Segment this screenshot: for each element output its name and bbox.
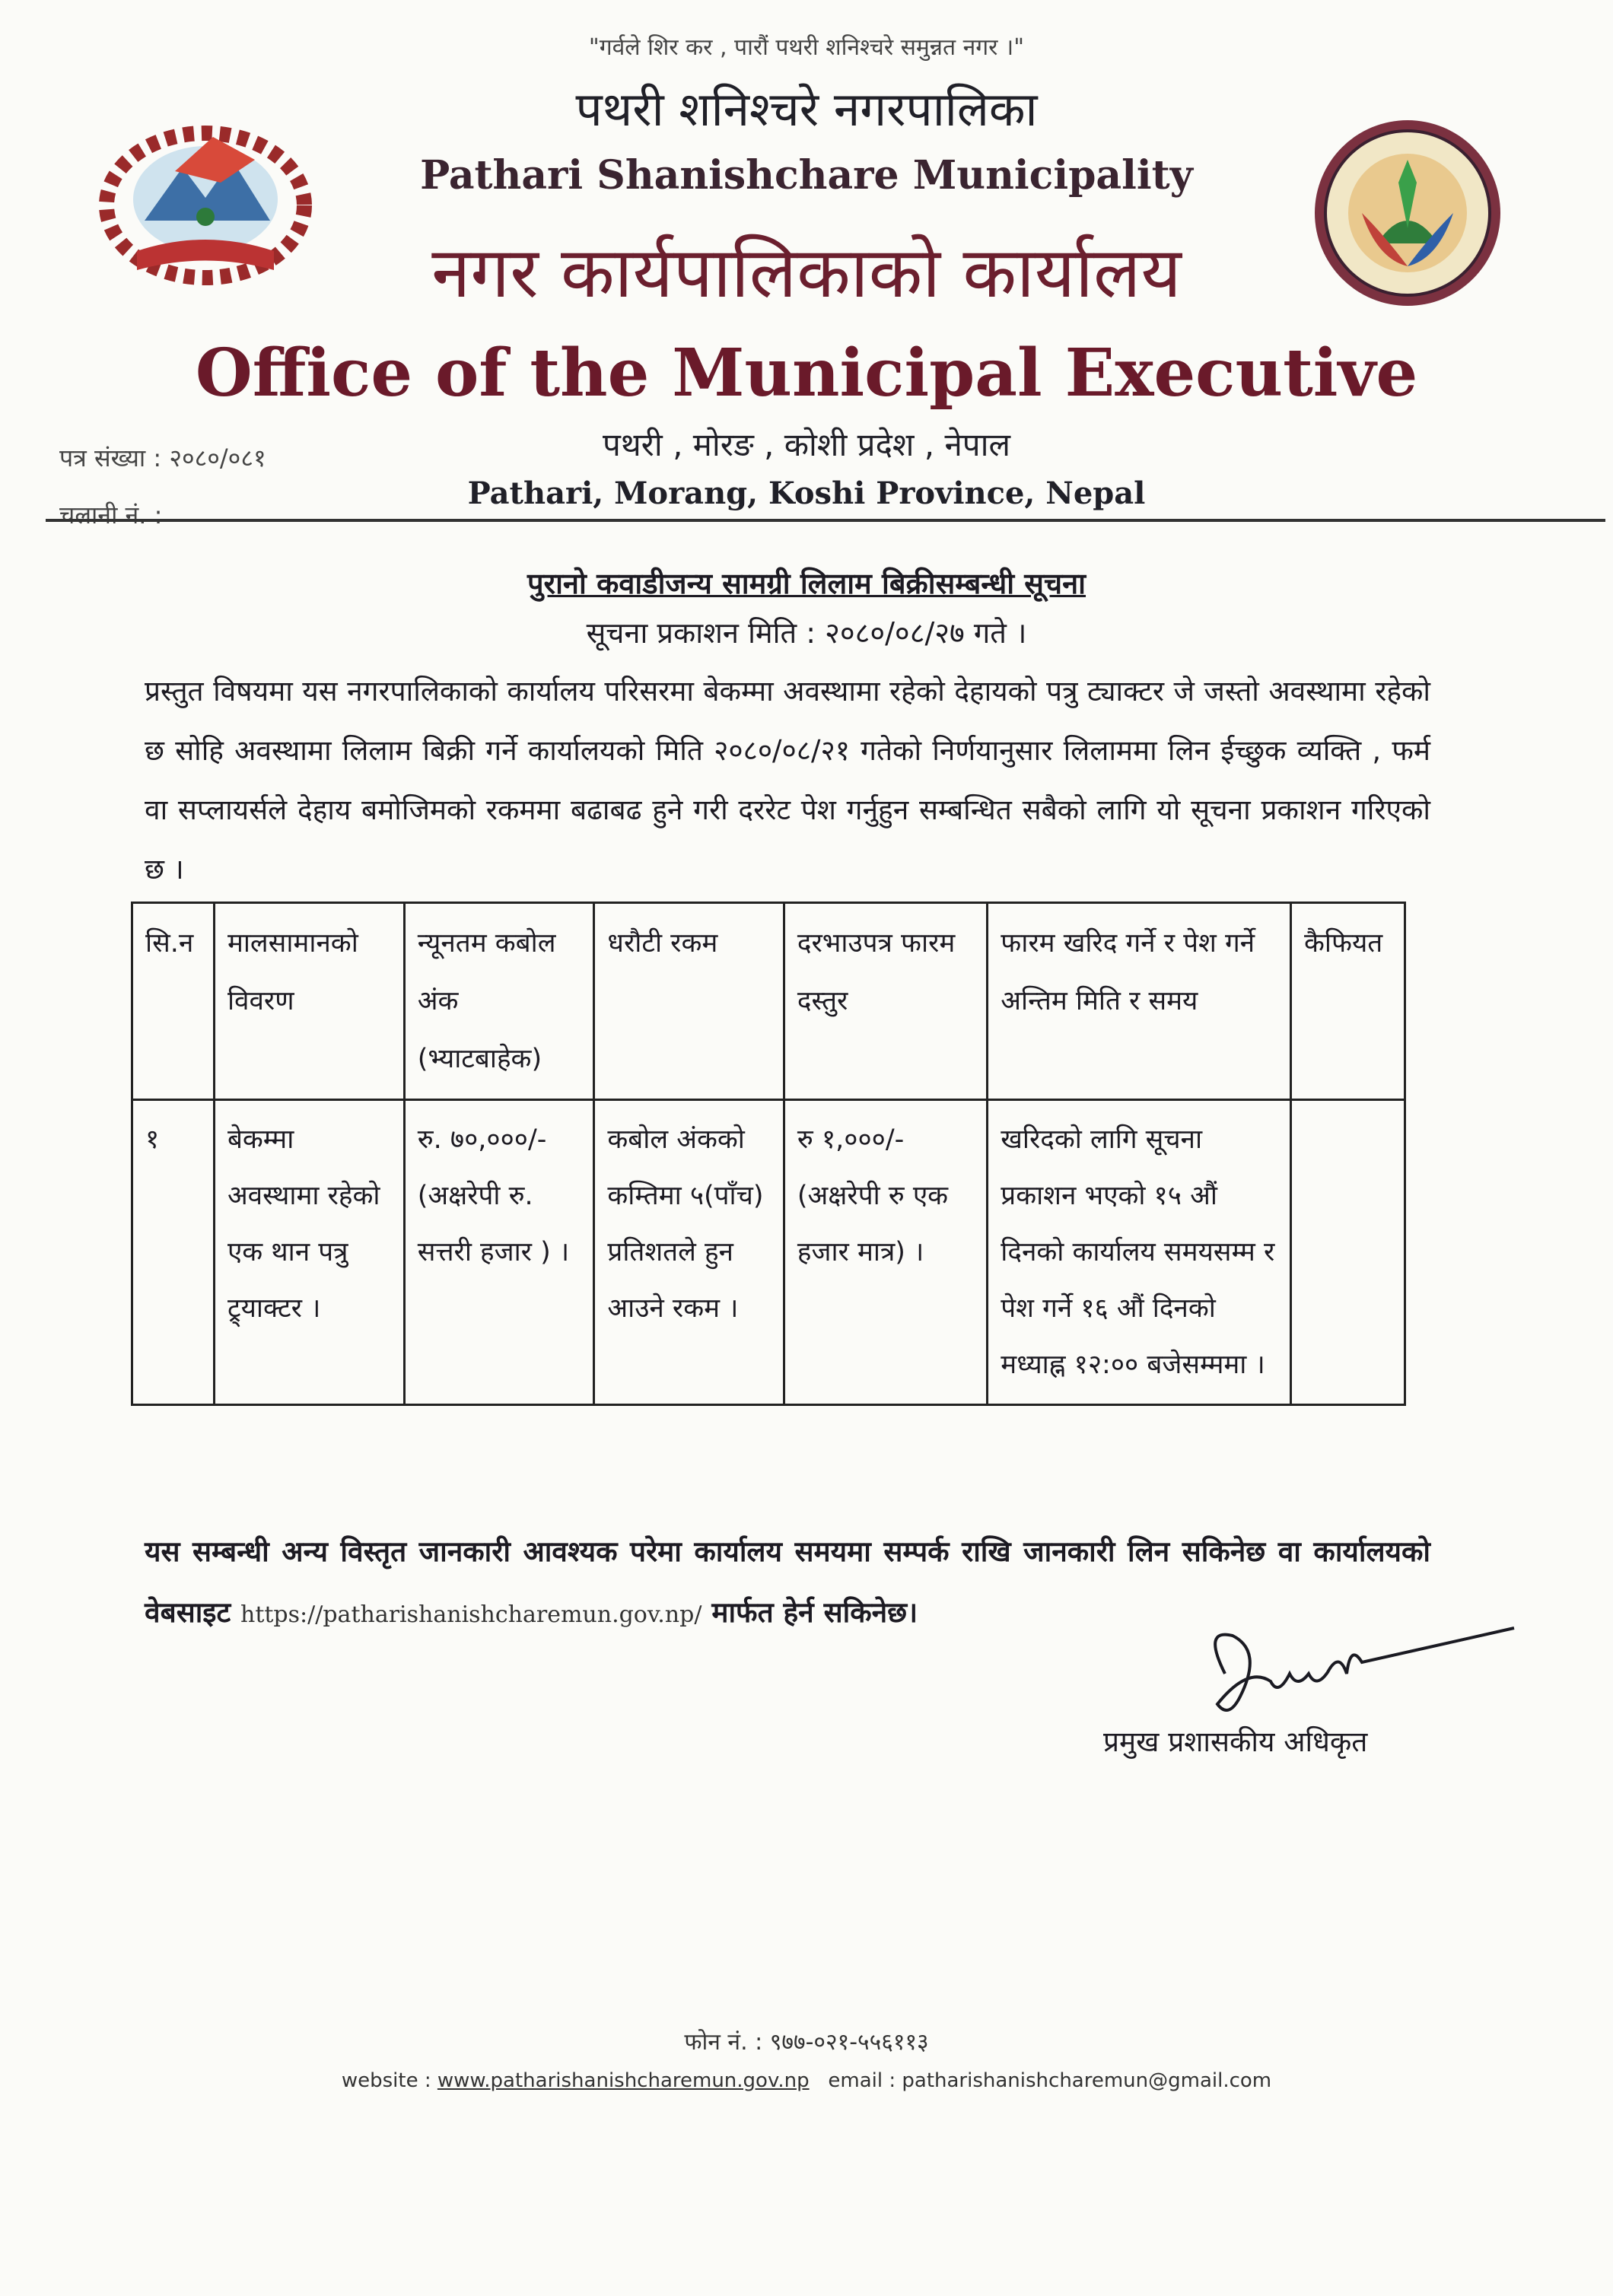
auction-items-table [131,902,1406,1406]
table-header-cell: सि.न [132,903,215,1100]
signatory-title: प्रमुख प्रशासकीय अधिकृत [1103,1725,1368,1758]
address-nepali: पथरी , मोरङ , कोशी प्रदेश , नेपाल [602,426,1011,463]
table-header-cell: न्यूनतम कबोल अंक (भ्याटबाहेक) [404,903,594,1100]
table-cell: रु. ७०,०००/- (अक्षरेपी रु. सत्तरी हजार ) । [404,1100,594,1405]
table-header-cell: दरभाउपत्र फारम दस्तुर [784,903,987,1100]
table-header-cell: कैफियत [1291,903,1405,1100]
table-header-cell: मालसामानको विवरण [214,903,404,1100]
signature-icon [1156,1620,1522,1727]
notice-title: पुरानो कवाडीजन्य सामग्री लिलाम बिक्रीसम्बन्धी सूचना [527,567,1086,600]
table-cell: खरिदको लागि सूचना प्रकाशन भएको १५ औं दिनको कार्यालय समयसम्म र पेश गर्ने १६ औं दिनको मध्याह्न १२:०० बजेसम्ममा । [988,1100,1291,1405]
website-link[interactable]: https://patharishanishcharemun.gov.np/ [240,1601,702,1628]
header-divider [46,519,1605,522]
table-cell: बेकम्मा अवस्थामा रहेको एक थान पत्रु ट्र्याक्टर । [214,1100,404,1405]
table-header-cell: धरौटी रकम [594,903,784,1100]
website-label: website : [341,2069,431,2092]
table-header-cell: फारम खरिद गर्ने र पेश गर्ने अन्तिम मिति र समय [988,903,1291,1100]
closing-text: यस सम्बन्धी अन्य विस्तृत जानकारी आवश्यक परेमा कार्यालय समयमा सम्पर्क राखि जानकारी लिन सकिनेछ वा कार्यालयको वेबसाइट [145,1535,1430,1629]
footer-website-link[interactable]: www.patharishanishcharemun.gov.np [437,2069,810,2092]
email-label: email : [828,2069,896,2092]
table-cell: १ [132,1100,215,1405]
table-row [132,1100,1405,1405]
municipality-name-english: Pathari Shanishchare Municipality [420,152,1193,199]
footer-contact [0,2069,1613,2092]
address-english: Pathari, Morang, Koshi Province, Nepal [467,475,1146,511]
publication-date: सूचना प्रकाशन मिति : २०८०/०८/२७ गते । [586,616,1027,650]
office-title-english: Office of the Municipal Executive [195,335,1418,412]
dispatch-number: चलानी नं. : [59,501,163,529]
table-header-row [132,903,1405,1100]
municipality-name-nepali: पथरी शनिश्चरे नगरपालिका [575,81,1038,137]
footer-email-link[interactable]: patharishanishcharemun@gmail.com [902,2069,1272,2092]
motto: "गर्वले शिर कर , पारौं पथरी शनिश्चरे समुन्नत नगर ।" [588,34,1025,61]
table-cell: रु १,०००/- (अक्षरेपी रु एक हजार मात्र) । [784,1100,987,1405]
table-cell: कबोल अंकको कम्तिमा ५(पाँच) प्रतिशतले हुन आउने रकम । [594,1100,784,1405]
table-cell [1291,1100,1405,1405]
closing-text-end: मार्फत हेर्न सकिनेछ। [711,1596,918,1629]
reference-number: पत्र संख्या : २०८०/०८१ [59,444,266,472]
office-title-nepali: नगर कार्यपालिकाको कार्यालय [431,232,1182,313]
footer-phone: फोन नं. : ९७७-०२१-५५६११३ [684,2029,929,2056]
notice-body: प्रस्तुत विषयमा यस नगरपालिकाको कार्यालय परिसरमा बेकम्मा अवस्थामा रहेको देहायको पत्रु ट्याक्टर जे जस्तो अवस्थामा रहेको छ सोहि अवस्थामा लिलाम बिक्री गर्ने कार्यालयको मिति २०८०/०८/२१ गतेको निर्णयानुसार लिलाममा लिन ईच्छुक व्यक्ति , फर्म वा सप्लायर्सले देहाय बमोजिमको रकममा बढाबढ हुने गरी दररेट पेश गर्नुहुन सम्बन्धित सबैको लागि यो सूचना प्रकाशन गरिएको छ । [145,675,1430,886]
